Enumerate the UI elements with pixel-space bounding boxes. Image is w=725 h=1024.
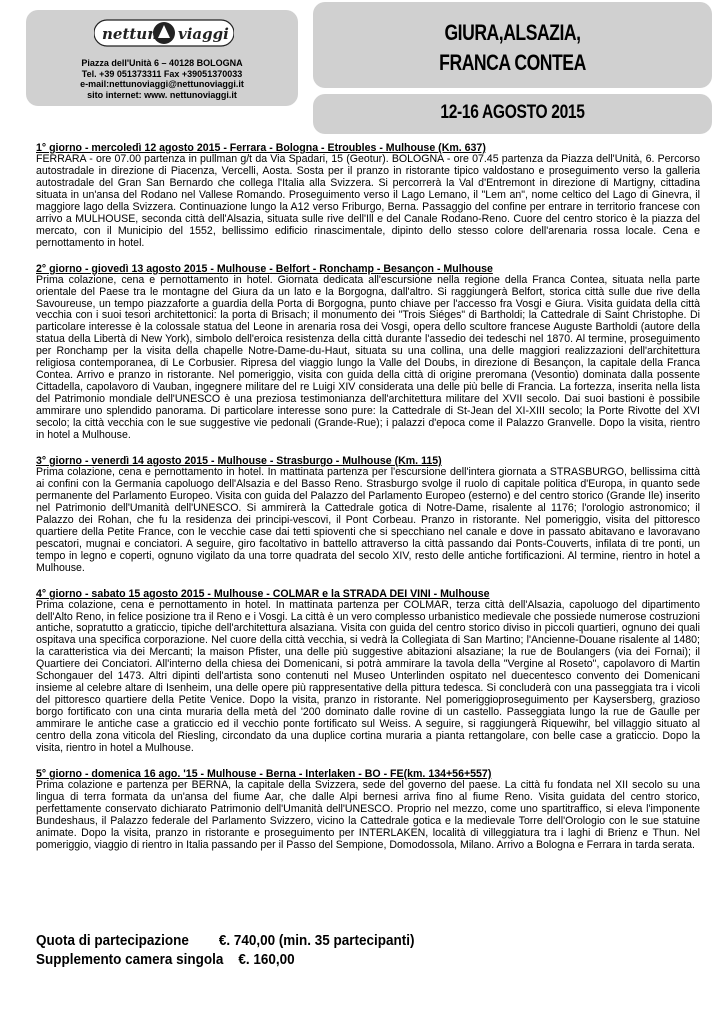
agency-phone: Tel. +39 051373311 Fax +39051370033	[81, 68, 243, 79]
agency-email: e-mail:nettunoviaggi@nettunoviaggi.it	[80, 79, 244, 89]
day-description: Prima colazione, cena e pernottamento in hotel. In mattinata partenza per l'escursione dell'intera giornata a STRASBURGO, bellissima città ai confini con la Germania capoluogo dell'Alsazia e del Basso Reno. Strasburgo svolge il ruolo di capitale politica d'Europa, in quanto sede permanente del Parlamento Europeo. Visita con guida del Palazzo del Parlamento Europeo (esterno) e del centro storico (Grande Ile) inserito nel Patrimonio dell'Umanità dell'UNESCO. Si ammirerà la Cattedrale gotica di Notre-Dame, risalente al 1176; l'orologio astronomico; il Palazzo dei Rohan, che fu la residenza dei principi-vescovi, il Pont Corbeau. Pranzo in ristorante. Nel pomeriggio, visita del pittoresco quartiere della Petite France, con le vecchie case dai tetti spioventi che si specchiano nel canale e dove in passato abitavano e lavoravano pescatori, mugnai e conciatori. A seguire, giro facoltativo in battello attraverso la città passando dai Ponts-Couverts, infilata di tre ponti, un tempo in legno e coperti, ognuno vigilato da una torre quadrata del secolo XIV, resto delle antiche fortificazioni. Al termine, rientro in hotel a Mulhouse.	[36, 465, 700, 574]
nettuno-viaggi-logo	[94, 16, 234, 50]
itinerary-day-5	[36, 768, 700, 852]
itinerary	[36, 142, 700, 865]
day-heading: 5° giorno - domenica 16 ago. '15 - Mulhouse - Berna - Interlaken - BO - FE(km. 134+56+557)	[36, 767, 492, 780]
day-description: Prima colazione e partenza per BERNA, la capitale della Svizzera, sede del governo del paese. La città fu fondata nel XII secolo su una lingua di terra formata da un'ansa del fiume Aar, che dalle Alpi bernesi arriva fino al fiume Reno. Visita guidata del centro storico, perfettamente conservato dichiarato Patrimonio dell'Umanità dell'UNESCO. Proprio nel mezzo, come uno spartitraffico, si eleva l'imponente Bundeshaus, il Palazzo federale del Parlamento Svizzero, vicino la Cattedrale gotica e la medievale Torre dell'Orologio con le sue statuine animate. Dopo la visita, pranzo in ristorante e proseguimento per INTERLAKEN, località di villeggiatura tra i laghi di Brienz e Thun. Nel pomeriggio, viaggio di rientro in Italia passando per il Passo del Sempione, Domodossola, Milano. Arrivo a Bologna e Ferrara in tarda serata.	[36, 778, 700, 851]
supplement-value: €. 160,00	[238, 952, 295, 968]
supplement-label: Supplemento camera singola	[36, 952, 224, 968]
trip-title-line-1: GIURA,ALSAZIA,	[444, 20, 581, 45]
itinerary-day-3	[36, 455, 700, 575]
pricing-block	[36, 932, 414, 970]
day-description: Prima colazione, cena e pernottamento in hotel. Giornata dedicata all'escursione nella regione della Franca Contea, situata nella parte orientale del Paese tra le montagne del Giura da un lato e la Borgogna, dall'altro. Si raggiungerà Belfort, storica città sulle due rive della Savoureuse, un tempo piazzaforte a guardia della Porta di Borgogna, punto chiave per l'accesso fra Vosgi e Giura. Visita guidata della città vecchia con i suoi tesori architettonici: la porta di Brisach; il monumento dei "Trois Siéges" di Bartholdi; la Cattedrale di Saint Christophe. Di particolare interesse è la colossale statua del Leone in arenaria rosa dei Vosgi, opera dello scultore francese Auguste Bartholdi (autore della statua della Libertà di New York), simbolo dell'eroica resistenza della città durante l'assedio dei tedeschi nel 1870. Al termine, proseguimento per Ronchamp per la visita della chapelle Notre-Dame-du-Haut, situata su una collina, una delle maggiori realizzazioni dell'architettura religiosa contemporanea, di Le Corbusier. Ripresa del viaggio lungo la Valle del Doubs, in direzione di Besançon, la capitale della Franca Contea. Arrivo e pranzo in ristorante. Nel pomeriggio, visita con guida della città di origine preromana (Vesontio) dominata dalla possente Cittadella, capolavoro di Vauban, ingegnere militare del re Luigi XIV considerata una delle più belle di Francia. La fortezza, inserita nella lista del Patrimonio mondiale dell'UNESCO è una preziosa testimonianza dell'architettura militare del XVII secolo. Dai suoi bastioni è possibile ammirare uno splendido panorama. Di particolare interesse sono pure: la Cattedrale di St-Jean del XI-XIII secolo; la Porte Rivotte del XVI secolo; la città vecchia con le sue suggestive vie pedonali (Grande-Rue); i palazzi d'epoca come il Palazzo Granvelle. Dopo la visita, rientro in hotel a Mulhouse.	[36, 273, 700, 442]
day-description: FERRARA - ore 07.00 partenza in pullman g/t da Via Spadari, 15 (Geotur). BOLOGNA - ore 07.45 partenza da Piazza dell'Unità, 6. Percorso autostradale in direzione di Piacenza, Vercelli, Aosta. Sosta per il pranzo in ristorante tipico valdostano e proseguimento verso la galleria autostradale del Gran San Bernardo che collega l'Italia alla Svizzera. Si percorrerà la Val d'Entremont in direzione di Martigny, cittadina situata in un'ansa del Rodano nel Vallese Romando. Proseguimento verso il Lago Lemano, il "Lem an", nome celtico del Lago di Ginevra, il maggiore lago della Svizzera. Continuazione lungo la A12 verso Friburgo, Berna. Passaggio del confine per entrare in territorio francese con arrivo a MULHOUSE, seconda città dell'Alsazia, situata sulle rive dell'Ill e del Canale Rodano-Reno. Cuore del centro storico è la piazza del mercato, con il Municipio del 1552, bellissimo edificio rinascimentale, dipinto dello stesso colore dell'arenaria rossa locale. Cena e pernottamento in hotel.	[36, 153, 700, 249]
supplement-row	[36, 951, 414, 970]
agency-website: sito internet: www. nettunoviaggi.it	[87, 89, 237, 100]
svg-text:viaggi: viaggi	[178, 25, 229, 43]
itinerary-day-1	[36, 142, 700, 250]
trip-dates-box	[313, 94, 712, 134]
trip-title-box	[313, 2, 712, 88]
trip-dates: 12-16 AGOSTO 2015	[440, 102, 585, 123]
agency-header-box	[26, 10, 298, 106]
itinerary-day-4	[36, 588, 700, 755]
quota-label: Quota di partecipazione	[36, 933, 189, 949]
day-heading: 3° giorno - venerdì 14 agosto 2015 - Mulhouse - Strasburgo - Mulhouse (Km. 115)	[36, 454, 442, 467]
quota-row	[36, 932, 414, 951]
quota-value: €. 740,00 (min. 35 partecipanti)	[218, 933, 415, 949]
day-heading: 2° giorno - giovedì 13 agosto 2015 - Mulhouse - Belfort - Ronchamp - Besançon - Mulhouse	[36, 262, 493, 275]
day-heading: 4° giorno - sabato 15 agosto 2015 - Mulhouse - COLMAR e la STRADA DEI VINI - Mulhouse	[36, 587, 490, 600]
itinerary-day-2	[36, 263, 700, 442]
agency-address: Piazza dell'Unità 6 – 40128 BOLOGNA	[81, 58, 243, 68]
day-description: Prima colazione, cena e pernottamento in hotel. In mattinata partenza per COLMAR, terza città dell'Alsazia, capoluogo del dipartimento dell'Alto Reno, in felice posizione tra il Reno e i Vosgi. La città è un vero complesso urbanistico medievale che possiede numerose costruzioni antiche, sopratutto a graticcio, tipiche dell'architettura alsaziana. Visita con guida del centro storico diviso in piccoli quartieri, ognuno dei quali ospitava una specifica corporazione. Nel cuore della città vecchia, si vedrà la Collegiata di San Martino; l'Ancienne-Douane risalente al 1480; la caratteristica via dei Mercanti; la maison Pfister, una delle più suggestive abitazioni alsaziane; la rue de Boulangers (via dei Fornai); il Quartiere dei Conciatori. All'interno della chiesa dei Domenicani, si potrà ammirare la tavola della "Vergine al Roseto", capolavoro di Martin Schongauer del 1473. Altri dipinti dell'artista sono contenuti nel Museo Unterlinden ospitato nel duecentesco convento dei Domenicani insieme al celebre altare di Isenheim, una delle opere più rappresentative della pittura tedesca. Si concluderà con una passeggiata tra i vicoli del pittoresco quartiere della Petite Venice. Dopo la visita, pranzo in ristorante. Nel pomeriggioproseguimento per Kaysersberg, grazioso borgo fortificato con una cinta muraria della metà del '200 dominato dalle rovine di un castello. Passeggiata lungo la rue de Gaulle per ammirare le antiche case a graticcio ed il vecchio ponte fortificato sul Weiss. A seguire, si raggiungerà Riquewihr, bel villaggio situato al centro della zona viticola del Riesling, circondato da una duplice cortina muraria a pianta rettangolare, con belle case a graticcio. Dopo la visita, rientro in hotel a Mulhouse.	[36, 598, 700, 754]
svg-text:nettun: nettun	[102, 25, 159, 43]
agency-contact-info	[26, 58, 298, 100]
trip-title-line-2: FRANCA CONTEA	[439, 50, 586, 75]
day-heading: 1° giorno - mercoledì 12 agosto 2015 - Ferrara - Bologna - Etroubles - Mulhouse (Km. 637)	[36, 142, 486, 154]
